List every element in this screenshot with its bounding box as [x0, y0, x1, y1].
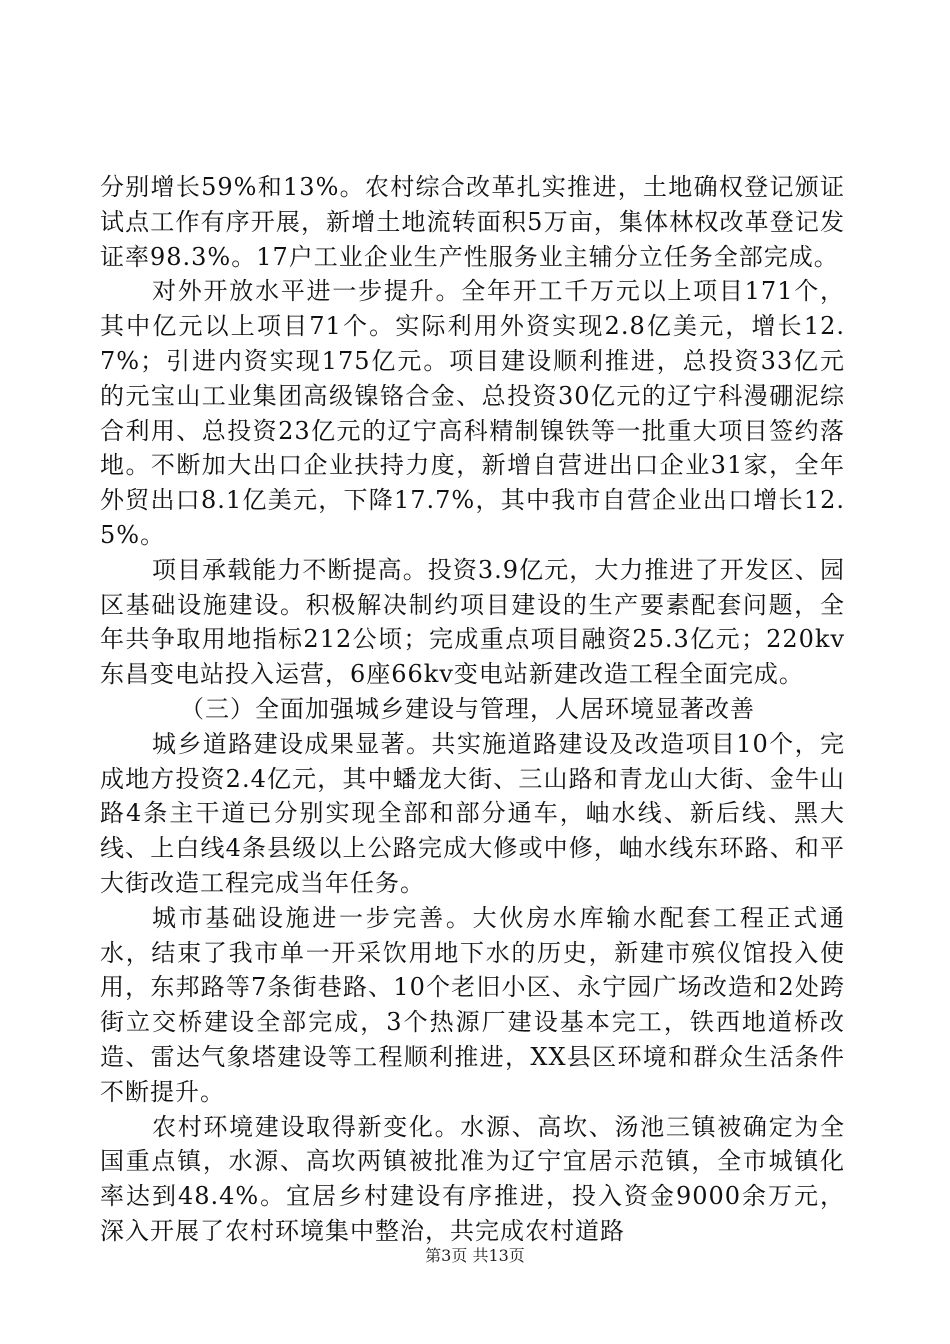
paragraph-project-capacity: 项目承载能力不断提高。投资3.9亿元，大力推进了开发区、园区基础设施建设。积极解决制约项目建设的生产要素配套问题，全年共争取用地指标212公顷；完成重点项目融资25.3亿元；220kv东昌变电站投入运营，6座66kv变电站新建改造工程全面完成。: [100, 555, 845, 689]
document-body: [100, 170, 845, 1249]
page-number-footer: 第3页 共13页: [425, 1246, 525, 1265]
paragraph-road-construction: 城乡道路建设成果显著。共实施道路建设及改造项目10个，完成地方投资2.4亿元，其中蟠龙大街、三山路和青龙山大街、金牛山路4条主干道已分别实现全部和部分通车，岫水线、新后线、黑大线、上白线4条县级以上公路完成大修或中修，岫水线东环路、和平大街改造工程完成当年任务。: [100, 729, 845, 897]
paragraph-rural-reform: 分别增长59%和13%。农村综合改革扎实推进，土地确权登记颁证试点工作有序开展，新增土地流转面积5万亩，集体林权改革登记发证率98.3%。17户工业企业生产性服务业主辅分立任务全部完成。: [100, 173, 845, 271]
paragraph-opening-up: 对外开放水平进一步提升。全年开工千万元以上项目171个，其中亿元以上项目71个。实际利用外资实现2.8亿美元，增长12.7%；引进内资实现175亿元。项目建设顺利推进，总投资33亿元的元宝山工业集团高级镍铬合金、总投资30亿元的辽宁科漫硼泥综合利用、总投资23亿元的辽宁高科精制镍铁等一批重大项目签约落地。不断加大出口企业扶持力度，新增自营进出口企业31家，全年外贸出口8.1亿美元，下降17.7%，其中我市自营企业出口增长12.5%。: [100, 277, 845, 549]
section-heading: （三）全面加强城乡建设与管理，人居环境显著改善: [180, 694, 755, 723]
paragraph-rural-environment: 农村环境建设取得新变化。水源、高坎、汤池三镇被确定为全国重点镇，水源、高坎两镇被批准为辽宁宜居示范镇，全市城镇化率达到48.4%。宜居乡村建设有序推进，投入资金9000余万元，深入开展了农村环境集中整治，共完成农村道路: [100, 1112, 845, 1245]
paragraph-infrastructure: 城市基础设施进一步完善。大伙房水库输水配套工程正式通水，结束了我市单一开采饮用地下水的历史，新建市殡仪馆投入使用，东邦路等7条街巷路、10个老旧小区、永宁园广场改造和2处跨街立交桥建设全部完成，3个热源厂建设基本完工，铁西地道桥改造、雷达气象塔建设等工程顺利推进，XX县区环境和群众生活条件不断提升。: [100, 903, 845, 1106]
